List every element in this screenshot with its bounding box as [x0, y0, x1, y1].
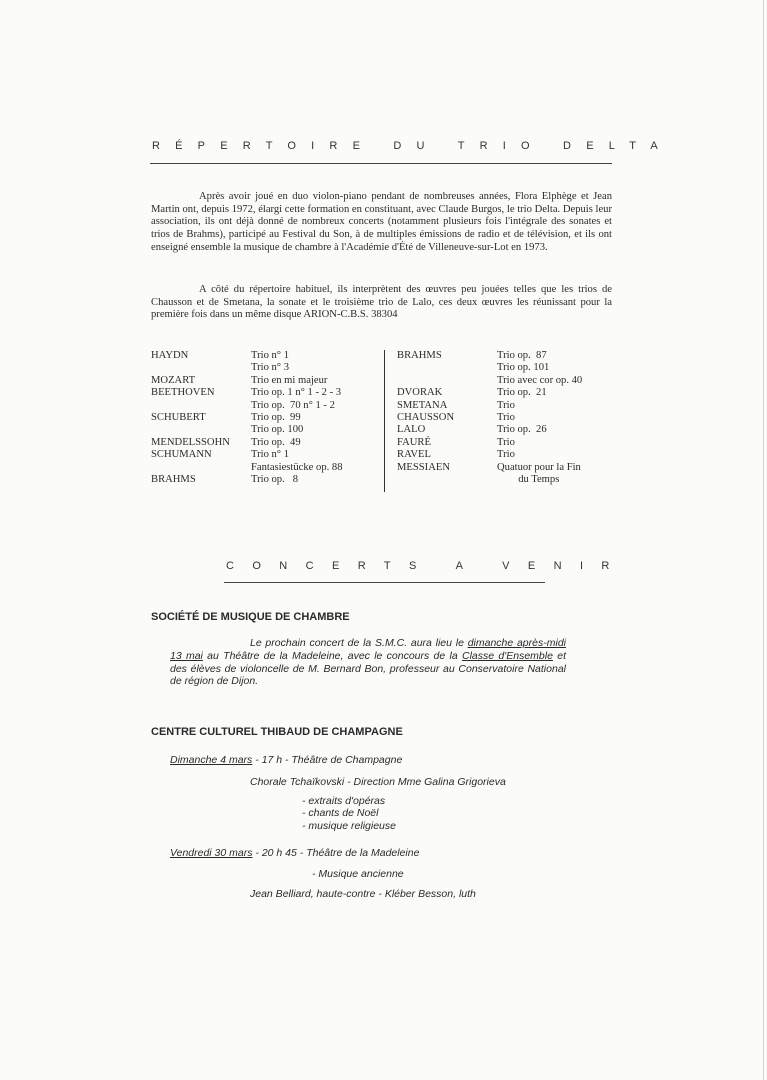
- composer-name: LALO: [397, 424, 426, 436]
- work-title: Trio op. 100: [251, 424, 304, 436]
- intro-paragraph-text: Après avoir joué en duo violon-piano pendant de nombreuses années, Flora Elphège et Jean Martin ont, depuis 1972, élargi cette formation en constituant, avec Claude Burgos, le trio Delta. Depuis leur association, ils ont déjà donné de nombreux concerts (notamment plusieurs fois l'intégrale des sonates et trios de Brahms), participé au Festival du Son, à de multiples émissions de radio et de télévision, et ils ont enseigné ensemble la musique de chambre à l'Académie d'Été de Villeneuve-sur-Lot en 1973.: [151, 191, 612, 253]
- repertoire-row: [397, 350, 617, 362]
- composer-name: RAVEL: [397, 449, 431, 461]
- repertoire-paragraph-text: A côté du répertoire habituel, ils interprètent des œuvres peu jouées telles que les trios de Chausson et de Smetana, la sonate et le troisième trio de Lalo, ces deux œuvres les réunissant pour la première fois dans un même disque ARION-C.B.S. 38304: [151, 284, 612, 321]
- smc-announcement: [170, 637, 566, 688]
- repertoire-row: [151, 449, 376, 461]
- event1-date: Dimanche 4 mars: [170, 754, 253, 766]
- smc-heading: SOCIÉTÉ DE MUSIQUE DE CHAMBRE: [151, 611, 350, 623]
- composer-name: MOZART: [151, 374, 196, 386]
- repertoire-row: [151, 424, 376, 436]
- composer-name: HAYDN: [151, 350, 189, 361]
- repertoire-row: [397, 362, 617, 374]
- smc-class: Classe d'Ensemble: [462, 649, 553, 662]
- program-item: - extraits d'opéras: [302, 795, 386, 807]
- composer-name: DVORAK: [397, 387, 443, 399]
- work-title: Trio: [497, 449, 515, 461]
- composer-name: CHAUSSON: [397, 412, 455, 424]
- smc-text-part: et des élèves de violoncelle de M. Bernard Bon, professeur au Conservatoire National de région de Dijon.: [170, 649, 566, 688]
- repertoire-paragraph: [151, 284, 612, 322]
- repertoire-rule: [150, 163, 612, 164]
- repertoire-row: [397, 449, 617, 461]
- repertoire-row: [151, 387, 376, 399]
- work-title: Trio op. 21: [497, 387, 547, 399]
- composer-name: [397, 474, 497, 486]
- work-title: Trio en mi majeur: [251, 374, 328, 386]
- column-divider: [384, 350, 385, 492]
- event1-program: [302, 795, 396, 832]
- work-title: Trio op. 101: [497, 362, 550, 374]
- work-title: Fantasiestücke op. 88: [251, 461, 343, 473]
- repertoire-right-column: [397, 350, 617, 486]
- repertoire-row: [397, 400, 617, 412]
- repertoire-left-column: [151, 350, 376, 486]
- repertoire-row: [151, 462, 376, 474]
- composer-name: [397, 362, 497, 374]
- work-title: Trio: [497, 436, 515, 448]
- composer-name: SCHUMANN: [151, 449, 212, 461]
- event2-date: Vendredi 30 mars: [170, 847, 253, 859]
- work-title: Trio op. 70 n° 1 - 2: [251, 399, 335, 411]
- work-title: Trio op. 49: [251, 436, 301, 448]
- ctc-heading: CENTRE CULTUREL THIBAUD DE CHAMPAGNE: [151, 726, 403, 738]
- composer-name: [151, 424, 251, 436]
- work-title: Trio: [497, 412, 515, 424]
- program-item: - musique religieuse: [302, 819, 396, 832]
- program-item: - chants de Noël: [302, 807, 379, 820]
- work-title: Trio op. 26: [497, 424, 547, 436]
- work-title: Trio op. 8: [251, 474, 298, 486]
- composer-name: SMETANA: [397, 399, 448, 411]
- event2-program: - Musique ancienne: [312, 868, 404, 880]
- smc-date: dimanche après-midi 13 mai: [170, 637, 566, 662]
- event1-time-place: - 17 h - Théâtre de Champagne: [252, 754, 403, 766]
- repertoire-row: [397, 412, 617, 424]
- event1-performers: Chorale Tchaïkovski - Direction Mme Galina Grigorieva: [250, 776, 506, 788]
- repertoire-title: RÉPERTOIRE DU TRIO DELTA: [152, 140, 673, 152]
- repertoire-row: [397, 437, 617, 449]
- concerts-rule: [224, 582, 545, 583]
- event1-line: [170, 754, 402, 766]
- repertoire-row: [151, 400, 376, 412]
- composer-name: FAURÉ: [397, 436, 431, 448]
- work-title: Quatuor pour la Fin: [497, 461, 581, 473]
- work-title: Trio n° 3: [251, 362, 289, 374]
- composer-name: [397, 375, 497, 387]
- work-title: du Temps: [497, 474, 560, 486]
- smc-text-part: au Théâtre de la Madeleine, avec le concours de la: [202, 649, 462, 662]
- repertoire-row: [151, 437, 376, 449]
- composer-name: BRAHMS: [397, 350, 442, 361]
- repertoire-row: [151, 412, 376, 424]
- repertoire-row: [151, 474, 376, 486]
- composer-name: BRAHMS: [151, 474, 196, 486]
- repertoire-row: [397, 424, 617, 436]
- event2-performers: Jean Belliard, haute-contre - Kléber Besson, luth: [250, 888, 476, 900]
- event2-time-place: - 20 h 45 - Théâtre de la Madeleine: [252, 847, 420, 859]
- work-title: Trio op. 1 n° 1 - 2 - 3: [251, 387, 342, 399]
- repertoire-row: [397, 462, 617, 474]
- composer-name: [151, 400, 251, 412]
- composer-name: [151, 362, 251, 374]
- composer-name: MESSIAEN: [397, 461, 450, 473]
- composer-name: MENDELSSOHN: [151, 436, 230, 448]
- work-title: Trio op. 99: [251, 412, 301, 424]
- composer-name: BEETHOVEN: [151, 387, 215, 399]
- repertoire-row: [151, 362, 376, 374]
- work-title: Trio: [497, 399, 515, 411]
- repertoire-row: [151, 375, 376, 387]
- work-title: Trio n° 1: [251, 449, 289, 461]
- intro-paragraph: [151, 191, 612, 255]
- smc-text-part: Le prochain concert de la S.M.C. aura lieu le: [250, 637, 468, 649]
- page-edge: [763, 0, 764, 1080]
- repertoire-row: [397, 375, 617, 387]
- repertoire-row: [397, 387, 617, 399]
- work-title: Trio avec cor op. 40: [497, 374, 583, 386]
- work-title: Trio n° 1: [251, 350, 289, 361]
- composer-name: [151, 462, 251, 474]
- concerts-title: CONCERTS A VENIR: [226, 560, 628, 572]
- composer-name: SCHUBERT: [151, 412, 206, 424]
- event2-line: [170, 847, 419, 859]
- repertoire-row: [397, 474, 617, 486]
- work-title: Trio op. 87: [497, 350, 547, 361]
- repertoire-row: [151, 350, 376, 362]
